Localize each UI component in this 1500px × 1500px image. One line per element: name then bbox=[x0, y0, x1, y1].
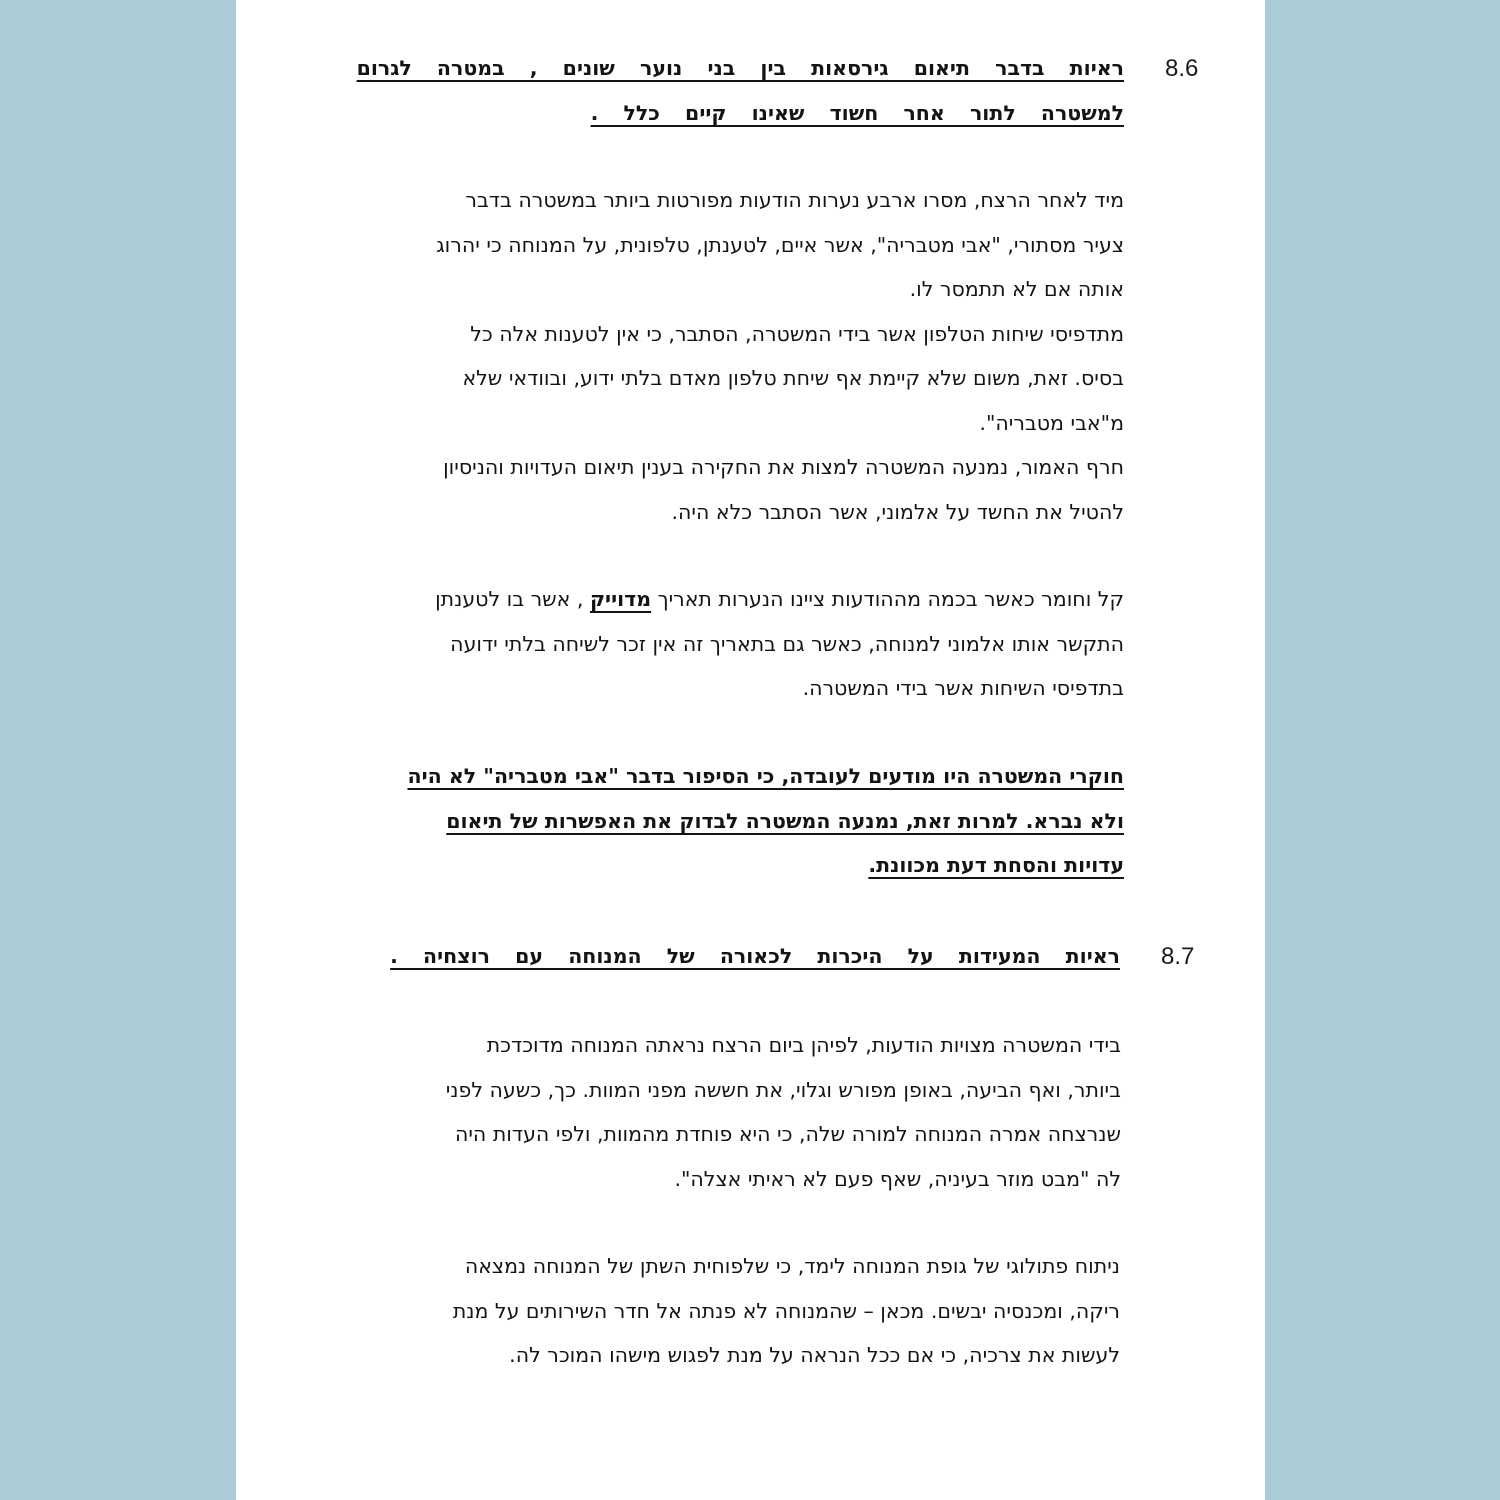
text-line: להטיל את החשד על אלמוני, אשר הסתבר כלא היה. bbox=[671, 499, 1124, 524]
section-number-8-7: 8.7 bbox=[1161, 943, 1195, 970]
heading-line: ראיות המעידות על היכרות לכאורה של המנוחה עם רוצחיה . bbox=[390, 944, 1120, 968]
paragraph-8-6-1 bbox=[436, 178, 1124, 534]
text-line: ריקה, ומכנסיה יבשים. מכאן – שהמנוחה לא פנתה אל חדר השירותים על מנת bbox=[452, 1298, 1120, 1323]
section-heading-8-7 bbox=[390, 934, 1120, 979]
text-line: בסיס. זאת, משום שלא קיימת אף שיחת טלפון מאדם בלתי ידוע, ובוודאי שלא bbox=[462, 366, 1124, 390]
text-run: , אשר בו לטענתן bbox=[435, 587, 590, 611]
paragraph-8-6-2 bbox=[435, 577, 1124, 711]
document-page bbox=[236, 0, 1265, 1500]
text-line: ניתוח פתולוגי של גופת המנוחה לימד, כי שלפוחית השתן של המנוחה נמצאה bbox=[464, 1254, 1120, 1278]
text-line: לה "מבט מוזר בעיניה, שאף פעם לא ראיתי אצלה". bbox=[674, 1166, 1121, 1191]
text-line: לעשות את צרכיה, כי אם ככל הנראה על מנת לפגוש מישהו המוכר לה. bbox=[509, 1343, 1120, 1367]
text-line: מ"אבי מטבריה". bbox=[979, 410, 1124, 435]
text-line: בתדפיסי השיחות אשר בידי המשטרה. bbox=[802, 676, 1124, 700]
heading-line: למשטרה לתור אחר חשוד שאינו קיים כלל . bbox=[590, 100, 1124, 125]
text-line: התקשר אותו אלמוני למנוחה, כאשר גם בתאריך זה אין זכר לשיחה בלתי ידועה bbox=[450, 631, 1124, 656]
text-line: חוקרי המשטרה היו מודעים לעובדה, כי הסיפור בדבר "אבי מטבריה" לא היה bbox=[407, 764, 1124, 788]
heading-line: ראיות בדבר תיאום גירסאות בין בני נוער שונים , במטרה לגרום bbox=[356, 56, 1124, 80]
section-number-8-6: 8.6 bbox=[1165, 55, 1199, 82]
text-line: חרף האמור, נמנעה המשטרה למצות את החקירה בענין תיאום העדויות והניסיון bbox=[443, 455, 1124, 479]
text-run: קל וחומר כאשר בכמה מההודעות ציינו הנערות תאריך bbox=[651, 587, 1124, 611]
text-line: בידי המשטרה מצויות הודעות, לפיהן ביום הרצח נראתה המנוחה מדוכדכת bbox=[486, 1033, 1121, 1057]
text-line bbox=[435, 577, 1124, 622]
paragraph-8-7-2 bbox=[453, 1244, 1120, 1378]
text-line: מתדפיסי שיחות הטלפון אשר בידי המשטרה, הסתבר, כי אין לטענות אלה כל bbox=[470, 321, 1124, 346]
paragraph-8-6-3 bbox=[407, 754, 1124, 888]
text-line: ולא נברא. למרות זאת, נמנעה המשטרה לבדוק את האפשרות של תיאום bbox=[446, 808, 1124, 833]
text-line: שנרצחה אמרה המנוחה למורה שלה, כי היא פוחדת מהמוות, ולפי העדות היה bbox=[454, 1122, 1121, 1146]
text-line: עדויות והסחת דעת מכוונת. bbox=[868, 853, 1124, 877]
section-heading-8-6 bbox=[357, 46, 1124, 135]
emphasized-word: מדוייק bbox=[589, 587, 652, 611]
paragraph-8-7-1 bbox=[446, 1023, 1121, 1201]
text-line: אותה אם לא תתמסר לו. bbox=[909, 277, 1124, 301]
text-line: צעיר מסתורי, "אבי מטבריה", אשר איים, לטענתן, טלפונית, על המנוחה כי יהרוג bbox=[436, 232, 1124, 257]
text-line: מיד לאחר הרצח, מסרו ארבע נערות הודעות מפורטות ביותר במשטרה בדבר bbox=[465, 188, 1124, 212]
text-line: ביותר, ואף הביעה, באופן מפורש וגלוי, את חששה מפני המוות. כך, כשעה לפני bbox=[445, 1077, 1121, 1102]
